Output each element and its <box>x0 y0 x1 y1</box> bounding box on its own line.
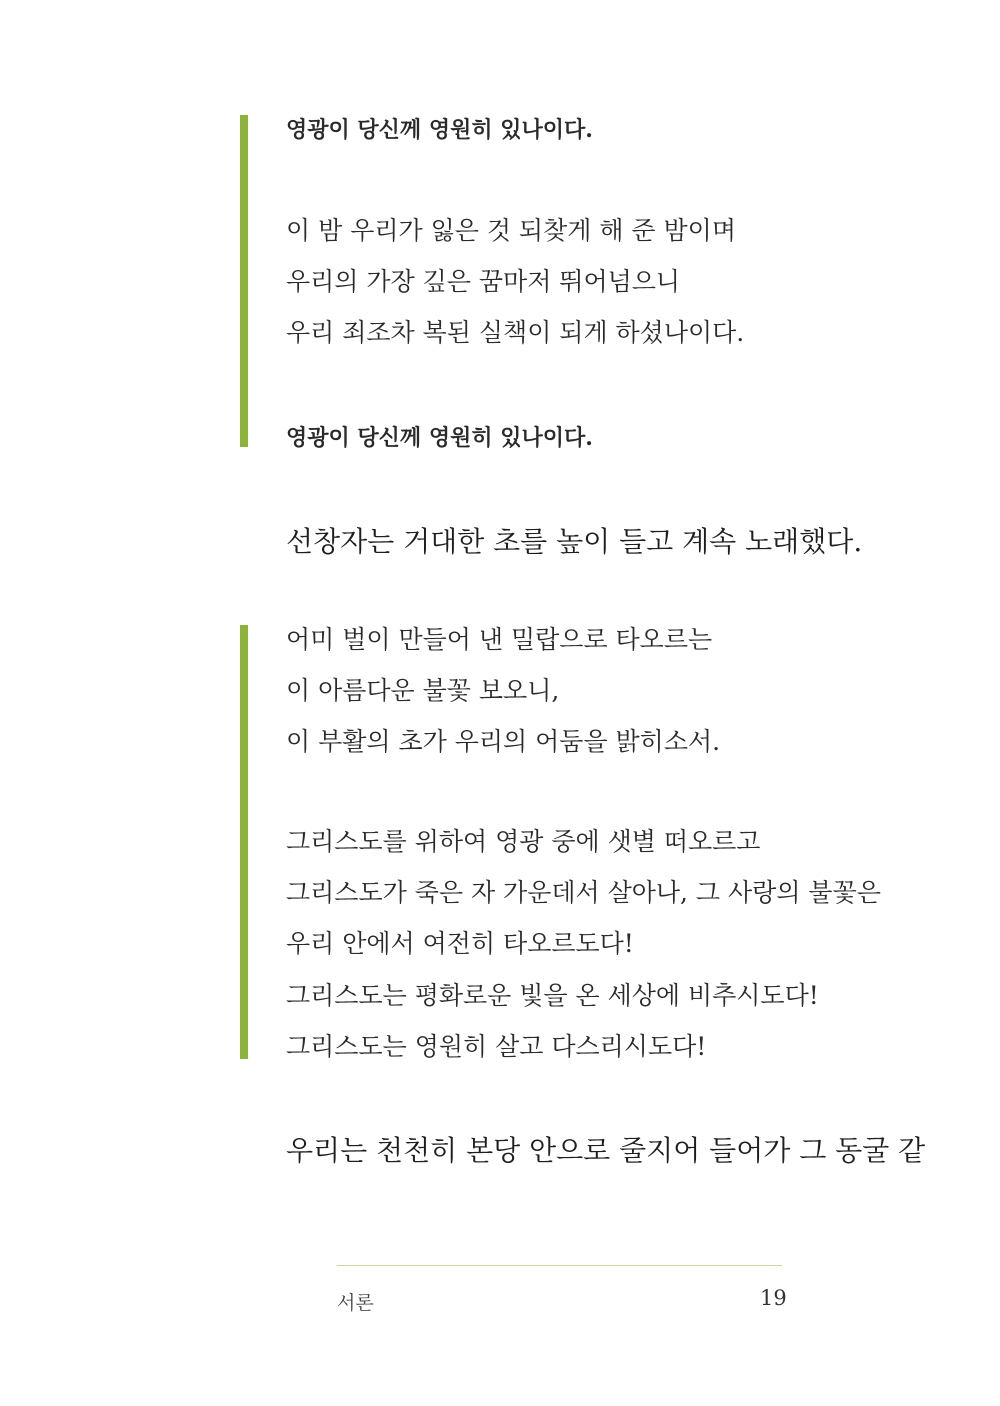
refrain-line: 영광이 당신께 영원히 있나이다. <box>286 117 593 143</box>
verse-line: 이 밤 우리가 잃은 것 되찾게 해 준 밤이며 <box>286 216 736 245</box>
body-paragraph: 선창자는 거대한 초를 높이 들고 계속 노래했다. <box>286 525 863 558</box>
verse-line: 어미 벌이 만들어 낸 밀랍으로 타오르는 <box>286 625 713 654</box>
verse-line: 우리 죄조차 복된 실책이 되게 하셨나이다. <box>286 318 745 347</box>
verse-line: 이 부활의 초가 우리의 어둠을 밝히소서. <box>286 727 721 756</box>
footer-section-title: 서론 <box>337 1292 374 1314</box>
refrain-line: 영광이 당신께 영원히 있나이다. <box>286 425 593 451</box>
verse-line: 우리의 가장 깊은 꿈마저 뛰어넘으니 <box>286 267 681 296</box>
verse-line: 그리스도를 위하여 영광 중에 샛별 떠오르고 <box>286 827 761 856</box>
verse-line: 그리스도가 죽은 자 가운데서 살아나, 그 사랑의 불꽃은 <box>286 878 881 907</box>
footer-divider <box>337 1265 782 1266</box>
quote-accent-bar <box>240 625 248 1059</box>
body-paragraph: 우리는 천천히 본당 안으로 줄지어 들어가 그 동굴 같 <box>286 1134 926 1167</box>
verse-line: 그리스도는 평화로운 빛을 온 세상에 비추시도다! <box>286 981 819 1010</box>
verse-line: 우리 안에서 여전히 타오르도다! <box>286 929 634 958</box>
page-number: 19 <box>760 1286 787 1310</box>
quote-accent-bar <box>240 115 248 447</box>
verse-line: 이 아름다운 불꽃 보오니, <box>286 676 560 705</box>
verse-line: 그리스도는 영원히 살고 다스리시도다! <box>286 1032 707 1061</box>
